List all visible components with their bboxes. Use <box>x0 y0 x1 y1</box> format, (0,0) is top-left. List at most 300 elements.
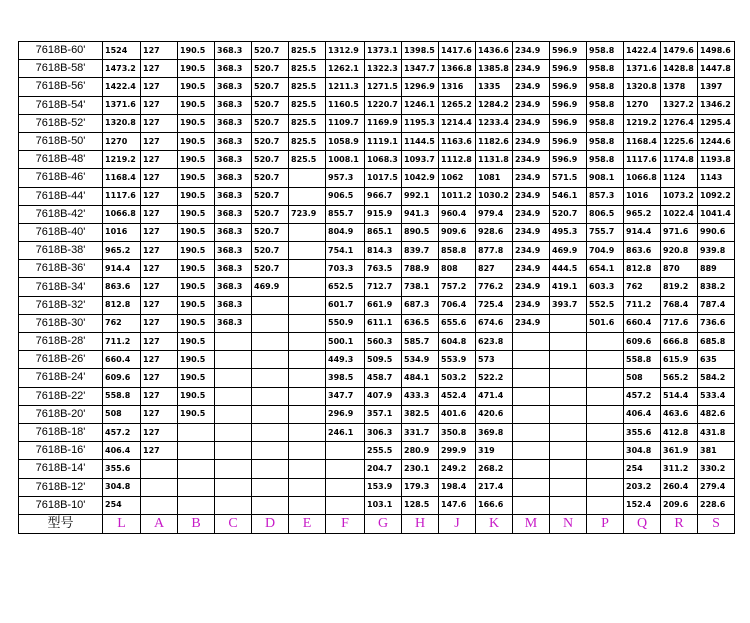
dimension-cell: 234.9 <box>513 151 550 169</box>
dimension-cell: 1225.6 <box>661 132 698 150</box>
dimension-cell <box>289 351 326 369</box>
dimension-cell: 190.5 <box>178 114 215 132</box>
dimension-cell: 127 <box>141 78 178 96</box>
dimension-cell <box>587 460 624 478</box>
dimension-cell: 469.9 <box>252 278 289 296</box>
table-row <box>19 478 735 496</box>
dimension-cell: 368.3 <box>215 151 252 169</box>
dimension-cell: 190.5 <box>178 42 215 60</box>
dimension-cell: 444.5 <box>550 260 587 278</box>
dimension-cell: 1498.6 <box>698 42 735 60</box>
column-header: D <box>252 514 289 533</box>
dimension-cell: 957.3 <box>326 169 365 187</box>
dimension-cell: 992.1 <box>402 187 439 205</box>
dimension-cell: 246.1 <box>326 423 365 441</box>
dimension-cell: 234.9 <box>513 278 550 296</box>
dimension-cell: 127 <box>141 260 178 278</box>
dimension-cell: 433.3 <box>402 387 439 405</box>
dimension-cell: 660.4 <box>624 314 661 332</box>
dimension-cell: 560.3 <box>365 333 402 351</box>
dimension-cell: 128.5 <box>402 496 439 514</box>
dimension-cell: 979.4 <box>476 205 513 223</box>
dimension-cell: 858.8 <box>439 242 476 260</box>
dimension-cell: 1276.4 <box>661 114 698 132</box>
dimension-cell: 863.6 <box>624 242 661 260</box>
dimension-cell: 838.2 <box>698 278 735 296</box>
dimension-cell: 179.3 <box>402 478 439 496</box>
model-cell: 7618B-24' <box>19 369 103 387</box>
dimension-cell: 234.9 <box>513 169 550 187</box>
dimension-cell: 601.7 <box>326 296 365 314</box>
dimension-cell: 1373.1 <box>365 42 402 60</box>
dimension-cell <box>550 405 587 423</box>
column-header: J <box>439 514 476 533</box>
dimension-cell: 712.7 <box>365 278 402 296</box>
dimension-cell: 1322.3 <box>365 60 402 78</box>
column-header: C <box>215 514 252 533</box>
model-cell: 7618B-16' <box>19 442 103 460</box>
table-row <box>19 296 735 314</box>
model-cell: 7618B-12' <box>19 478 103 496</box>
dimension-cell: 655.6 <box>439 314 476 332</box>
dimension-cell: 306.3 <box>365 423 402 441</box>
dimension-cell: 812.8 <box>103 296 141 314</box>
spec-table-body <box>19 42 735 534</box>
model-cell: 7618B-30' <box>19 314 103 332</box>
dimension-cell: 717.6 <box>661 314 698 332</box>
model-cell: 7618B-28' <box>19 333 103 351</box>
dimension-cell: 127 <box>141 369 178 387</box>
dimension-cell: 960.4 <box>439 205 476 223</box>
dimension-cell <box>550 369 587 387</box>
dimension-cell: 296.9 <box>326 405 365 423</box>
dimension-cell: 368.3 <box>215 169 252 187</box>
dimension-cell: 190.5 <box>178 78 215 96</box>
dimension-cell: 1016 <box>624 187 661 205</box>
dimension-cell <box>289 405 326 423</box>
dimension-cell: 553.9 <box>439 351 476 369</box>
dimension-cell: 484.1 <box>402 369 439 387</box>
dimension-cell: 1346.2 <box>698 96 735 114</box>
dimension-cell: 920.8 <box>661 242 698 260</box>
dimension-cell: 127 <box>141 151 178 169</box>
dimension-cell: 1124 <box>661 169 698 187</box>
dimension-cell <box>252 314 289 332</box>
dimension-cell: 890.5 <box>402 223 439 241</box>
dimension-cell: 958.8 <box>587 42 624 60</box>
dimension-cell: 368.3 <box>215 260 252 278</box>
dimension-cell: 299.9 <box>439 442 476 460</box>
dimension-cell: 1211.3 <box>326 78 365 96</box>
dimension-cell: 234.9 <box>513 205 550 223</box>
dimension-cell: 1193.8 <box>698 151 735 169</box>
dimension-cell: 596.9 <box>550 96 587 114</box>
dimension-cell: 1119.1 <box>365 132 402 150</box>
table-row <box>19 96 735 114</box>
dimension-cell: 958.8 <box>587 78 624 96</box>
dimension-cell <box>587 351 624 369</box>
dimension-cell: 368.3 <box>215 223 252 241</box>
dimension-cell: 558.8 <box>103 387 141 405</box>
dimension-cell <box>289 242 326 260</box>
dimension-cell: 520.7 <box>252 187 289 205</box>
dimension-cell: 407.9 <box>365 387 402 405</box>
dimension-cell: 1073.2 <box>661 187 698 205</box>
dimension-cell: 458.7 <box>365 369 402 387</box>
dimension-cell: 857.3 <box>587 187 624 205</box>
dimension-cell: 1479.6 <box>661 42 698 60</box>
dimension-cell: 520.7 <box>252 96 289 114</box>
dimension-cell <box>513 387 550 405</box>
dimension-cell: 738.1 <box>402 278 439 296</box>
dimension-cell: 596.9 <box>550 132 587 150</box>
dimension-cell: 508 <box>624 369 661 387</box>
dimension-cell: 1144.5 <box>402 132 439 150</box>
dimension-cell: 928.6 <box>476 223 513 241</box>
dimension-cell: 1428.8 <box>661 60 698 78</box>
dimension-cell: 703.3 <box>326 260 365 278</box>
dimension-cell: 1112.8 <box>439 151 476 169</box>
dimension-cell: 812.8 <box>624 260 661 278</box>
dimension-cell: 304.8 <box>624 442 661 460</box>
dimension-cell: 584.2 <box>698 369 735 387</box>
dimension-cell: 368.3 <box>215 42 252 60</box>
dimension-cell: 825.5 <box>289 60 326 78</box>
dimension-cell: 550.9 <box>326 314 365 332</box>
model-cell: 7618B-50' <box>19 132 103 150</box>
model-cell: 7618B-58' <box>19 60 103 78</box>
dimension-cell: 1068.3 <box>365 151 402 169</box>
dimension-cell: 419.1 <box>550 278 587 296</box>
dimension-cell <box>289 442 326 460</box>
dimension-cell: 725.4 <box>476 296 513 314</box>
dimension-cell: 368.3 <box>215 205 252 223</box>
dimension-cell: 330.2 <box>698 460 735 478</box>
dimension-cell <box>215 496 252 514</box>
dimension-cell: 706.4 <box>439 296 476 314</box>
dimension-cell <box>326 442 365 460</box>
dimension-cell: 431.8 <box>698 423 735 441</box>
column-header: G <box>365 514 402 533</box>
dimension-cell: 368.3 <box>215 242 252 260</box>
dimension-cell: 522.2 <box>476 369 513 387</box>
dimension-cell: 190.5 <box>178 405 215 423</box>
dimension-cell <box>178 478 215 496</box>
model-column-header: 型号 <box>19 514 103 533</box>
dimension-cell: 520.7 <box>252 260 289 278</box>
dimension-cell <box>587 333 624 351</box>
dimension-cell: 1422.4 <box>624 42 661 60</box>
dimension-cell: 520.7 <box>252 132 289 150</box>
table-row <box>19 42 735 60</box>
dimension-cell: 127 <box>141 351 178 369</box>
dimension-cell <box>289 460 326 478</box>
dimension-cell: 1378 <box>661 78 698 96</box>
dimension-cell: 825.5 <box>289 78 326 96</box>
dimension-cell: 449.3 <box>326 351 365 369</box>
dimension-cell: 127 <box>141 169 178 187</box>
dimension-cell: 1327.2 <box>661 96 698 114</box>
dimension-cell <box>513 333 550 351</box>
dimension-cell: 603.3 <box>587 278 624 296</box>
dimension-cell: 500.1 <box>326 333 365 351</box>
dimension-cell: 596.9 <box>550 60 587 78</box>
dimension-cell: 1131.8 <box>476 151 513 169</box>
dimension-cell: 357.1 <box>365 405 402 423</box>
dimension-cell: 958.8 <box>587 96 624 114</box>
dimension-cell <box>513 460 550 478</box>
dimension-cell: 906.5 <box>326 187 365 205</box>
dimension-cell: 958.8 <box>587 60 624 78</box>
column-header: E <box>289 514 326 533</box>
dimension-cell: 1081 <box>476 169 513 187</box>
table-row <box>19 496 735 514</box>
dimension-cell: 958.8 <box>587 114 624 132</box>
dimension-cell: 889 <box>698 260 735 278</box>
dimension-cell: 660.4 <box>103 351 141 369</box>
dimension-cell: 190.5 <box>178 151 215 169</box>
dimension-cell: 190.5 <box>178 278 215 296</box>
dimension-cell: 406.4 <box>103 442 141 460</box>
dimension-cell: 368.3 <box>215 278 252 296</box>
dimension-cell: 452.4 <box>439 387 476 405</box>
dimension-cell: 520.7 <box>252 205 289 223</box>
column-header: M <box>513 514 550 533</box>
dimension-cell: 1233.4 <box>476 114 513 132</box>
dimension-cell: 819.2 <box>661 278 698 296</box>
dimension-cell: 1296.9 <box>402 78 439 96</box>
dimension-cell: 127 <box>141 278 178 296</box>
dimension-cell: 1143 <box>698 169 735 187</box>
dimension-cell: 808 <box>439 260 476 278</box>
dimension-cell: 190.5 <box>178 187 215 205</box>
dimension-cell <box>215 405 252 423</box>
dimension-cell: 654.1 <box>587 260 624 278</box>
dimension-cell: 635 <box>698 351 735 369</box>
dimension-cell: 420.6 <box>476 405 513 423</box>
model-cell: 7618B-18' <box>19 423 103 441</box>
dimension-cell <box>252 442 289 460</box>
dimension-cell <box>215 351 252 369</box>
dimension-cell: 495.3 <box>550 223 587 241</box>
dimension-cell: 190.5 <box>178 260 215 278</box>
model-cell: 7618B-36' <box>19 260 103 278</box>
dimension-cell: 249.2 <box>439 460 476 478</box>
dimension-cell: 762 <box>103 314 141 332</box>
dimension-cell: 571.5 <box>550 169 587 187</box>
dimension-cell: 503.2 <box>439 369 476 387</box>
dimension-cell: 398.5 <box>326 369 365 387</box>
dimension-cell <box>178 423 215 441</box>
dimension-cell: 382.5 <box>402 405 439 423</box>
dimension-cell: 508 <box>103 405 141 423</box>
dimension-cell <box>215 387 252 405</box>
dimension-cell: 652.5 <box>326 278 365 296</box>
dimension-cell: 565.2 <box>661 369 698 387</box>
dimension-cell: 1447.8 <box>698 60 735 78</box>
dimension-cell <box>215 333 252 351</box>
dimension-cell: 863.6 <box>103 278 141 296</box>
model-cell: 7618B-42' <box>19 205 103 223</box>
column-header: H <box>402 514 439 533</box>
dimension-cell <box>587 496 624 514</box>
dimension-cell: 1109.7 <box>326 114 365 132</box>
dimension-cell: 1398.5 <box>402 42 439 60</box>
dimension-cell: 762 <box>624 278 661 296</box>
dimension-cell: 1417.6 <box>439 42 476 60</box>
dimension-cell: 127 <box>141 60 178 78</box>
dimension-cell: 965.2 <box>103 242 141 260</box>
dimension-cell: 763.5 <box>365 260 402 278</box>
table-row <box>19 132 735 150</box>
dimension-cell: 704.9 <box>587 242 624 260</box>
table-row <box>19 114 735 132</box>
dimension-cell: 234.9 <box>513 187 550 205</box>
dimension-cell: 152.4 <box>624 496 661 514</box>
dimension-cell: 260.4 <box>661 478 698 496</box>
dimension-cell: 361.9 <box>661 442 698 460</box>
dimension-cell: 368.3 <box>215 132 252 150</box>
dimension-cell <box>215 369 252 387</box>
dimension-cell <box>252 333 289 351</box>
dimension-cell: 1262.1 <box>326 60 365 78</box>
dimension-cell <box>289 423 326 441</box>
dimension-cell: 604.8 <box>439 333 476 351</box>
dimension-cell: 234.9 <box>513 132 550 150</box>
dimension-cell: 1066.8 <box>624 169 661 187</box>
dimension-cell: 558.8 <box>624 351 661 369</box>
dimension-cell: 825.5 <box>289 114 326 132</box>
column-header: K <box>476 514 513 533</box>
dimension-cell: 736.6 <box>698 314 735 332</box>
dimension-cell: 674.6 <box>476 314 513 332</box>
dimension-cell: 609.6 <box>103 369 141 387</box>
dimension-cell <box>215 460 252 478</box>
column-header: P <box>587 514 624 533</box>
dimension-cell: 127 <box>141 442 178 460</box>
dimension-cell: 190.5 <box>178 242 215 260</box>
dimension-cell: 585.7 <box>402 333 439 351</box>
dimension-cell: 534.9 <box>402 351 439 369</box>
dimension-cell: 596.9 <box>550 42 587 60</box>
dimension-cell <box>513 423 550 441</box>
dimension-cell <box>252 423 289 441</box>
dimension-cell: 1312.9 <box>326 42 365 60</box>
dimension-cell <box>587 369 624 387</box>
dimension-cell: 966.7 <box>365 187 402 205</box>
dimension-cell: 255.5 <box>365 442 402 460</box>
dimension-cell: 1220.7 <box>365 96 402 114</box>
dimension-cell: 368.3 <box>215 60 252 78</box>
dimension-cell <box>513 369 550 387</box>
dimension-cell: 611.1 <box>365 314 402 332</box>
dimension-cell <box>141 460 178 478</box>
dimension-cell: 1246.1 <box>402 96 439 114</box>
dimension-cell <box>178 442 215 460</box>
dimension-cell: 768.4 <box>661 296 698 314</box>
column-header: S <box>698 514 735 533</box>
dimension-cell <box>550 478 587 496</box>
dimension-cell <box>587 442 624 460</box>
dimension-cell: 1316 <box>439 78 476 96</box>
dimension-cell: 825.5 <box>289 42 326 60</box>
dimension-cell: 280.9 <box>402 442 439 460</box>
dimension-cell: 855.7 <box>326 205 365 223</box>
model-cell: 7618B-46' <box>19 169 103 187</box>
dimension-cell: 615.9 <box>661 351 698 369</box>
dimension-cell: 190.5 <box>178 169 215 187</box>
table-row <box>19 460 735 478</box>
dimension-cell: 1030.2 <box>476 187 513 205</box>
dimension-cell: 1008.1 <box>326 151 365 169</box>
table-row <box>19 260 735 278</box>
dimension-cell: 1022.4 <box>661 205 698 223</box>
dimension-cell <box>289 496 326 514</box>
dimension-cell: 190.5 <box>178 60 215 78</box>
dimension-cell <box>252 460 289 478</box>
model-cell: 7618B-38' <box>19 242 103 260</box>
table-row <box>19 351 735 369</box>
dimension-cell <box>587 387 624 405</box>
dimension-cell: 755.7 <box>587 223 624 241</box>
dimension-cell: 520.7 <box>252 60 289 78</box>
dimension-cell: 1244.6 <box>698 132 735 150</box>
dimension-cell <box>252 387 289 405</box>
dimension-cell: 368.3 <box>215 187 252 205</box>
dimension-cell: 754.1 <box>326 242 365 260</box>
dimension-cell: 1219.2 <box>624 114 661 132</box>
dimension-cell: 279.4 <box>698 478 735 496</box>
dimension-cell: 127 <box>141 223 178 241</box>
dimension-cell: 1117.6 <box>624 151 661 169</box>
model-cell: 7618B-32' <box>19 296 103 314</box>
dimension-cell: 368.3 <box>215 96 252 114</box>
dimension-cell: 1163.6 <box>439 132 476 150</box>
table-row <box>19 242 735 260</box>
dimension-cell: 234.9 <box>513 60 550 78</box>
column-header: R <box>661 514 698 533</box>
dimension-cell: 546.1 <box>550 187 587 205</box>
dimension-cell: 788.9 <box>402 260 439 278</box>
dimension-cell: 1335 <box>476 78 513 96</box>
dimension-cell: 204.7 <box>365 460 402 478</box>
dimension-cell: 463.6 <box>661 405 698 423</box>
dimension-cell: 958.8 <box>587 132 624 150</box>
dimension-cell: 166.6 <box>476 496 513 514</box>
dimension-cell: 1174.8 <box>661 151 698 169</box>
table-row <box>19 223 735 241</box>
dimension-cell: 127 <box>141 242 178 260</box>
dimension-cell <box>252 405 289 423</box>
dimension-cell: 596.9 <box>550 78 587 96</box>
dimension-cell: 1168.4 <box>624 132 661 150</box>
dimension-cell: 520.7 <box>550 205 587 223</box>
dimension-cell: 1422.4 <box>103 78 141 96</box>
dimension-cell: 471.4 <box>476 387 513 405</box>
dimension-cell: 190.5 <box>178 387 215 405</box>
dimension-cell: 234.9 <box>513 78 550 96</box>
dimension-cell: 1271.5 <box>365 78 402 96</box>
dimension-cell: 990.6 <box>698 223 735 241</box>
dimension-cell: 1016 <box>103 223 141 241</box>
dimension-cell: 1011.2 <box>439 187 476 205</box>
dimension-cell: 347.7 <box>326 387 365 405</box>
dimension-cell: 203.2 <box>624 478 661 496</box>
dimension-cell: 552.5 <box>587 296 624 314</box>
dimension-cell: 198.4 <box>439 478 476 496</box>
dimension-cell <box>289 223 326 241</box>
dimension-cell <box>215 423 252 441</box>
